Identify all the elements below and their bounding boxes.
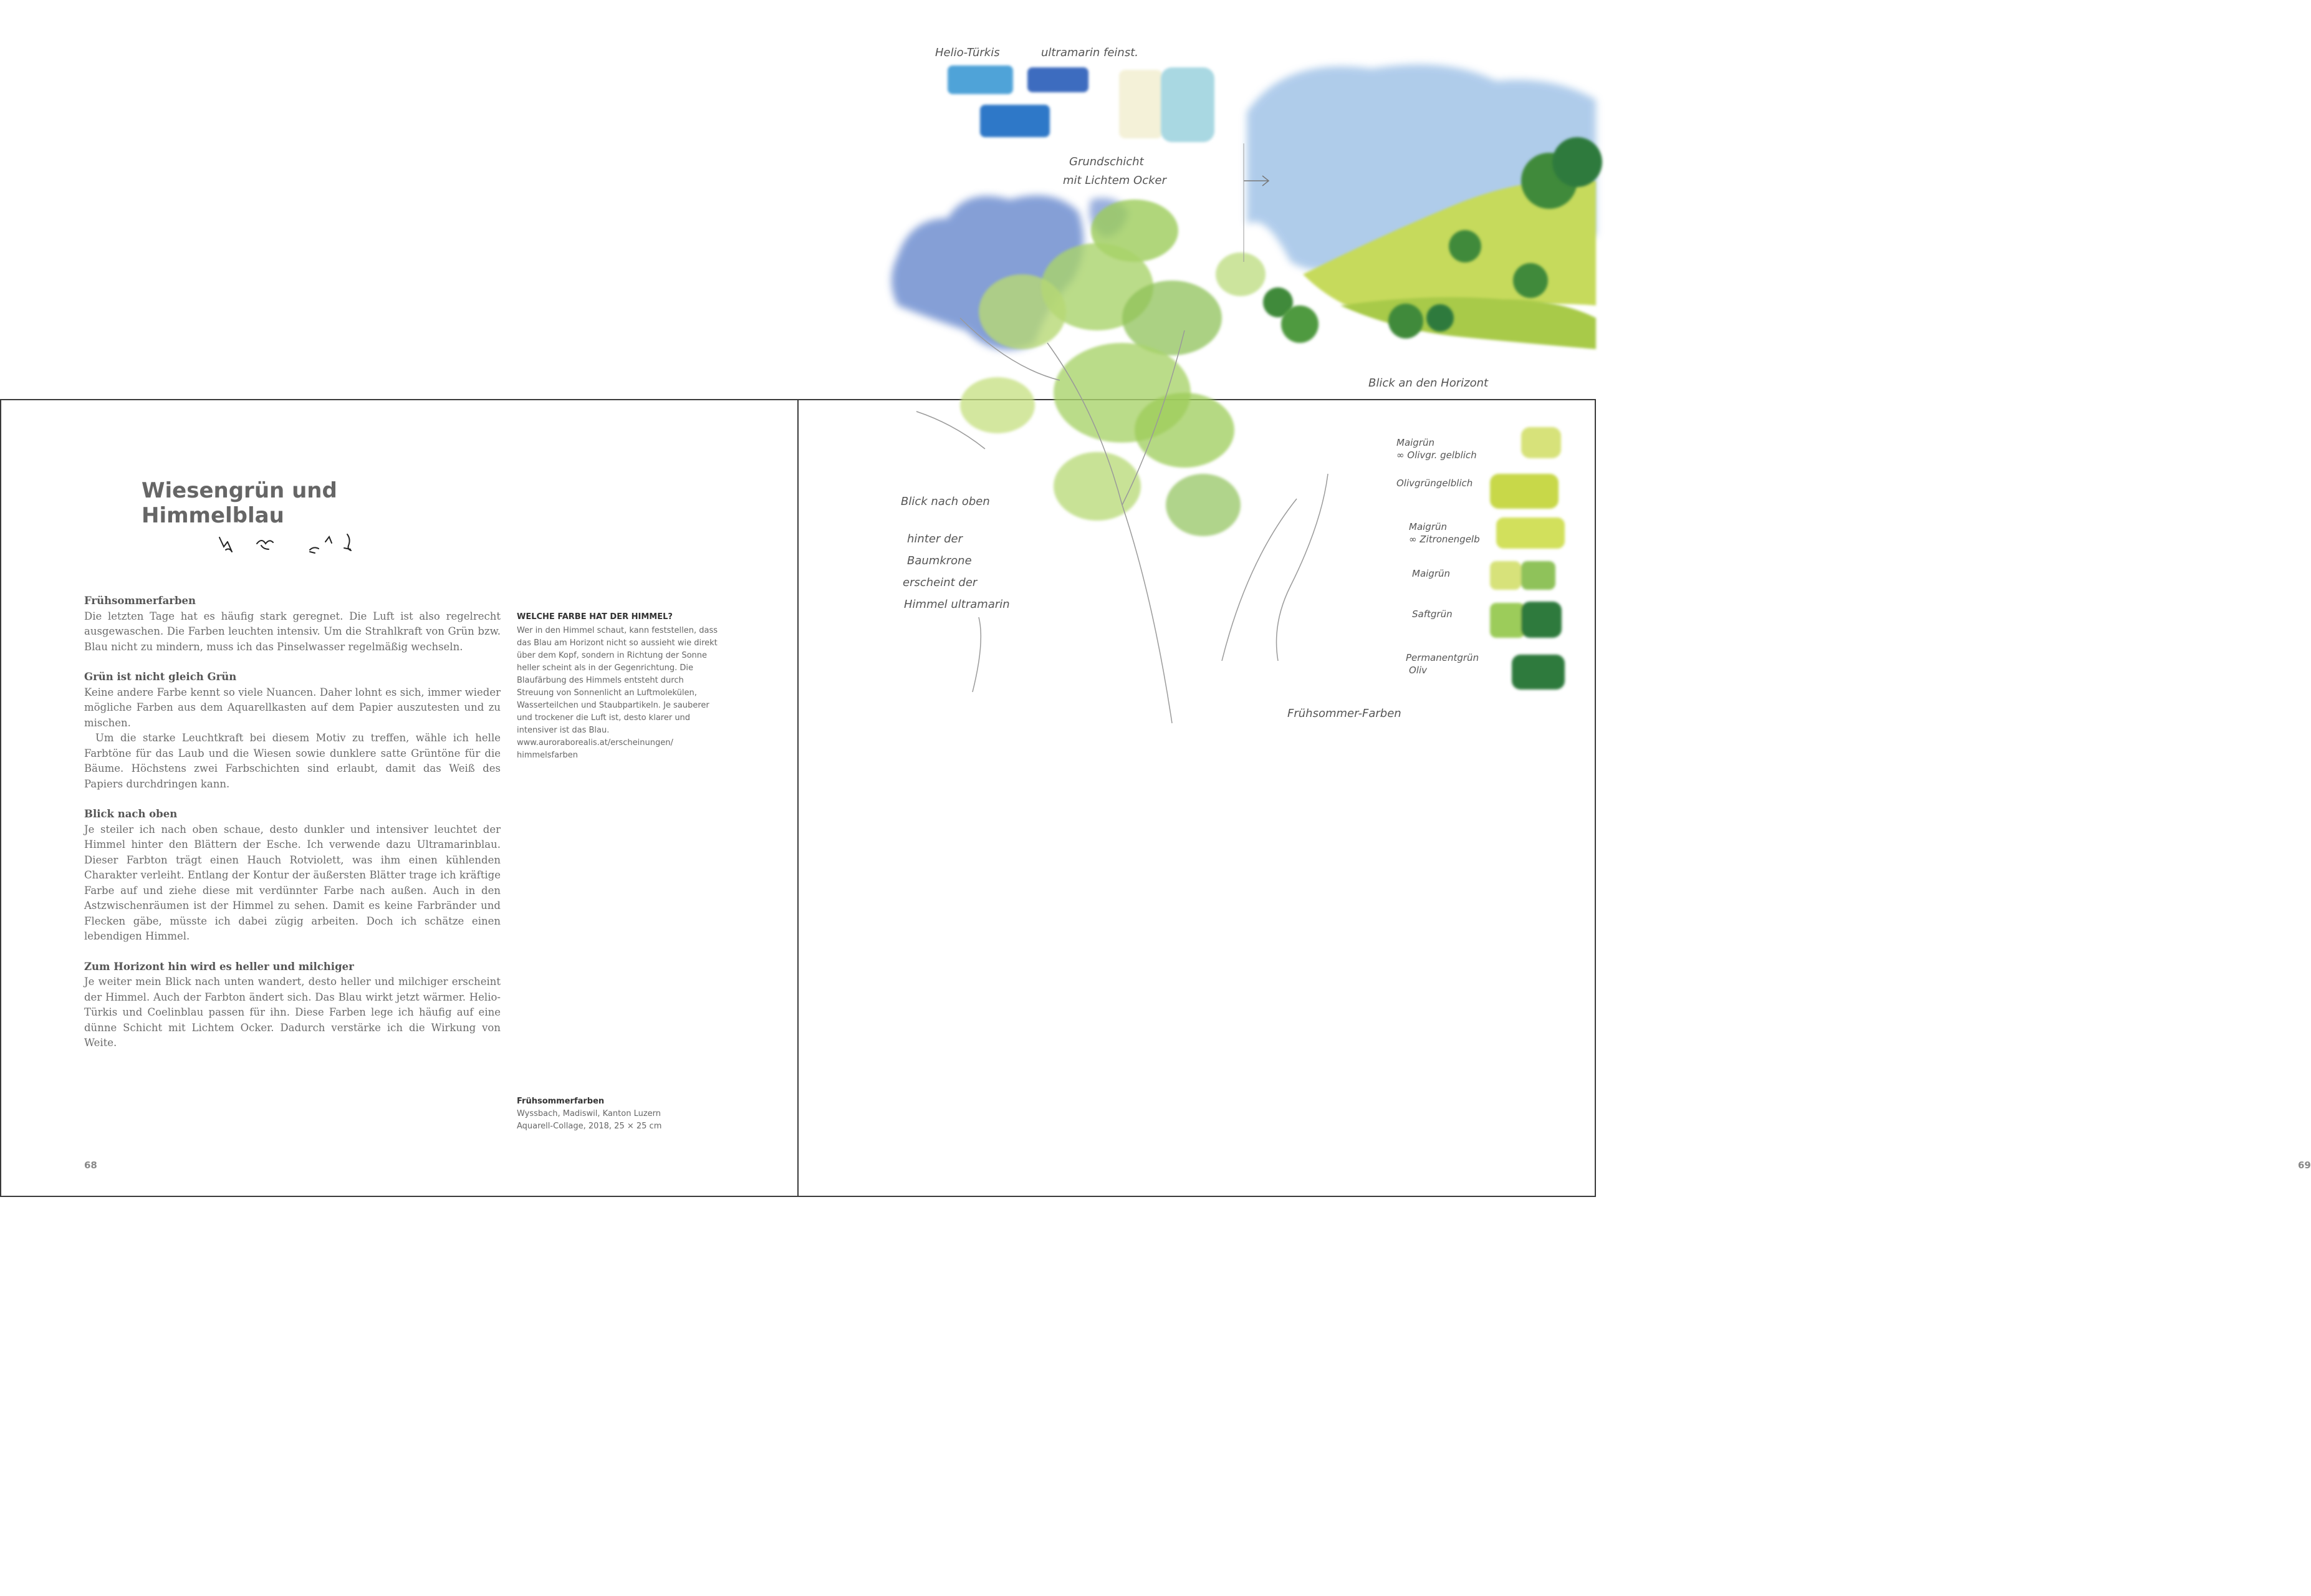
sidebar-body: Wer in den Himmel schaut, kann feststellen, dass das Blau am Horizont nicht so aussieht wie direkt über dem Kopf, sondern in Richtung der Sonne heller scheint als in der Gegenrichtung. Die Blaufärbung des Himmels entsteht durch Streuung von Sonnenlicht an Luftmolekülen, Wasserteilchen und Staubpartikeln. Je sauberer und trockener die Luft ist, desto klarer und intensiver ist das Blau. xyxy=(517,626,718,735)
watercolor-painting xyxy=(867,25,1596,761)
annotation-hinter-2: Baumkrone xyxy=(907,554,972,567)
swatch-mix-blue xyxy=(980,105,1050,137)
annotation-maigruen-oliv-2: ∞ Olivgr. gelblich xyxy=(1396,449,1477,461)
caption-title: Frühsommerfarben xyxy=(517,1097,605,1106)
left-page xyxy=(0,399,799,1197)
paragraph: Keine andere Farbe kennt so viele Nuancen. Daher lohnt es sich, immer wieder mögliche Farben aus dem Aquarellkasten auf dem Papier auszutesten und zu mischen. xyxy=(84,686,501,729)
annotation-hinter-3: erscheint der xyxy=(903,576,978,589)
page-title: Wiesengrün und Himmelblau xyxy=(142,478,337,528)
section-heading: Frühsommerfarben xyxy=(84,595,196,607)
section-heading: Grün ist nicht gleich Grün xyxy=(84,671,237,683)
annotation-permanent-1: Permanentgrün xyxy=(1406,652,1479,663)
annotation-saftgruen: Saftgrün xyxy=(1412,608,1453,620)
sidebar-link-line1[interactable]: www.auroraborealis.at/erscheinungen/ xyxy=(517,738,673,748)
annotation-fruehsommer: Frühsommer-Farben xyxy=(1287,707,1401,720)
horizon-landscape xyxy=(1247,64,1602,349)
swatch-ocker xyxy=(1119,70,1163,138)
annotation-grundschicht-2: mit Lichtem Ocker xyxy=(1063,174,1166,187)
sidebar-heading: WELCHE FARBE HAT DER HIMMEL? xyxy=(517,612,673,622)
annotation-hinter-4: Himmel ultramarin xyxy=(904,598,1010,611)
caption-technique: Aquarell-Collage, 2018, 25 × 25 cm xyxy=(517,1122,662,1131)
birds-ornament xyxy=(216,528,366,565)
annotation-maigruen-zitrone-2: ∞ Zitronengelb xyxy=(1409,534,1480,545)
swatch-ultramarin xyxy=(1027,67,1088,92)
color-swatch-column xyxy=(1490,427,1565,690)
annotation-ultramarin: ultramarin feinst. xyxy=(1041,46,1138,59)
page-number-right: 69 xyxy=(2298,1160,2311,1171)
image-caption xyxy=(517,1095,719,1133)
caption-location: Wyssbach, Madiswil, Kanton Luzern xyxy=(517,1109,661,1118)
annotation-grundschicht-1: Grundschicht xyxy=(1069,155,1144,168)
paragraph: Die letzten Tage hat es häufig stark geregnet. Die Luft ist also regelrecht ausgewaschen. Die Farben leuchten intensiv. Um die Strahlkraft von Grün bzw. Blau nicht zu mindern, muss ich das Pinselwasser regelmäßig wechseln. xyxy=(84,610,501,653)
main-text-column xyxy=(84,594,501,1066)
sidebar-box xyxy=(517,611,719,762)
section-heading: Zum Horizont hin wird es heller und milchiger xyxy=(84,960,354,973)
page-number-left: 68 xyxy=(84,1160,97,1171)
paragraph: Je steiler ich nach oben schaue, desto dunkler und intensiver leuchtet der Himmel hinter den Blättern der Esche. Ich verwende dazu Ultramarinblau. Dieser Farbton trägt einen Hauch Rotviolett, was ihm einen kühlenden Charakter verleiht. Entlang der Kontur der äußersten Blätter trage ich kräftige Farbe auf und ziehe diese mit verdünnter Farbe nach außen. Auch in den Astzwischenräumen ist der Himmel zu sehen. Damit es keine Farbränder und Flecken gäbe, müsste ich dabei zügig arbeiten. Doch ich schätze einen lebendigen Himmel. xyxy=(84,823,501,942)
swatch-light-turquoise xyxy=(1161,67,1214,142)
paragraph: Um die starke Leuchtkraft bei diesem Motiv zu treffen, wähle ich helle Farbtöne für das Laub und die Wiesen sowie dunklere satte Grüntöne für die Bäume. Höchstens zwei Farbschichten sind erlaubt, damit das Weiß des Papiers durchdringen kann. xyxy=(84,732,501,790)
annotation-olivgruen: Olivgrüngelblich xyxy=(1396,478,1473,489)
annotation-helio-tuerkis: Helio-Türkis xyxy=(935,46,1000,59)
paragraph: Je weiter mein Blick nach unten wandert, desto heller und milchiger erscheint der Himmel. Auch der Farbton ändert sich. Das Blau wirkt jetzt wärmer. Helio-Türkis und Coelinblau passen für ihn. Diese Farben lege ich häufig auf eine dünne Schicht mit Lichtem Ocker. Dadurch verstärke ich die Wirkung von Weite. xyxy=(84,976,501,1049)
annotation-maigruen-zitrone-1: Maigrün xyxy=(1409,521,1448,532)
annotation-hinter-1: hinter der xyxy=(907,532,963,546)
annotation-blick-oben: Blick nach oben xyxy=(901,495,990,508)
swatch-helio-tuerkis xyxy=(948,65,1013,94)
annotation-maigruen-oliv-1: Maigrün xyxy=(1396,437,1435,448)
annotation-blick-horizont: Blick an den Horizont xyxy=(1368,377,1489,390)
annotation-permanent-2: Oliv xyxy=(1409,665,1428,676)
annotation-maigruen: Maigrün xyxy=(1412,568,1451,579)
sidebar-link-line2[interactable]: himmelsfarben xyxy=(517,751,578,760)
section-heading: Blick nach oben xyxy=(84,808,178,820)
